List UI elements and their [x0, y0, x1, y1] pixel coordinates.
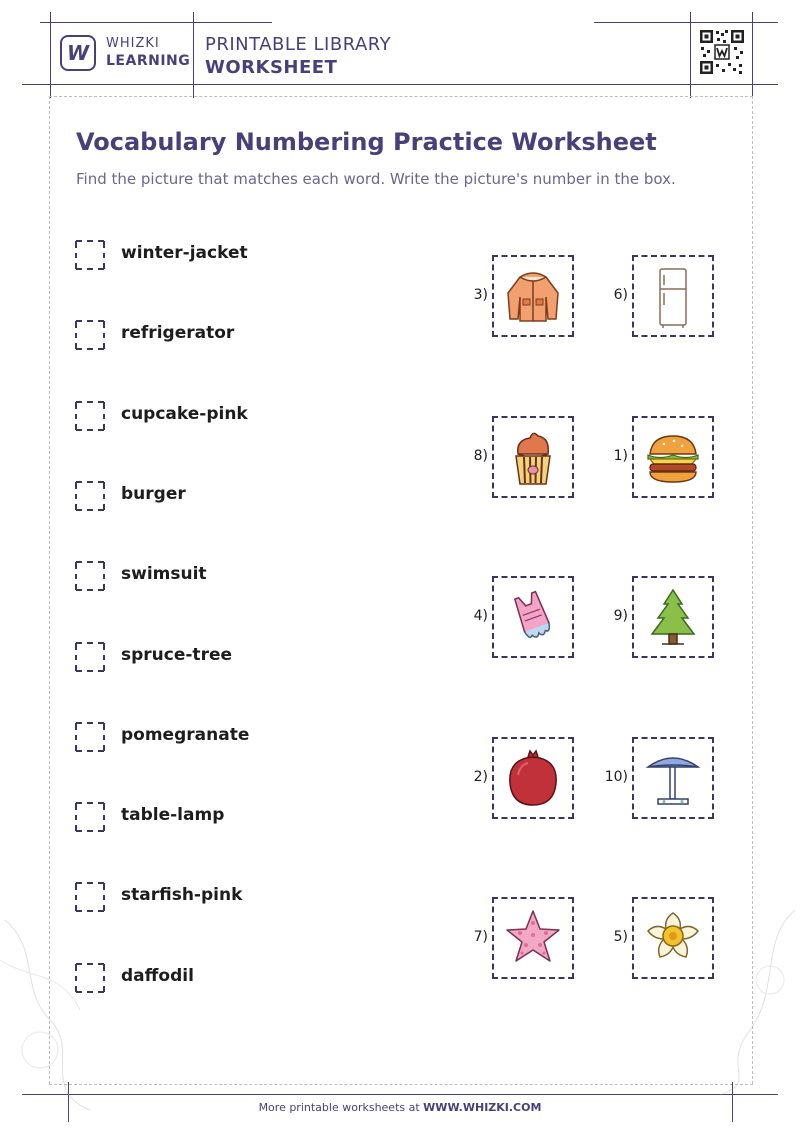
- picture-number: 4): [473, 608, 488, 624]
- picture-box: [492, 737, 574, 819]
- answer-box[interactable]: [75, 642, 105, 672]
- starfish-icon: [500, 905, 566, 971]
- picture-box: [492, 897, 574, 979]
- picture-box: [492, 416, 574, 498]
- page-title: Vocabulary Numbering Practice Worksheet: [76, 128, 657, 156]
- brand-name-line1: WHIZKI: [106, 36, 160, 51]
- word-label: swimsuit: [121, 564, 207, 585]
- page-frame-bottom: [49, 1084, 753, 1085]
- spruce-tree-icon: [640, 584, 706, 650]
- instructions: Find the picture that matches each word. Write the picture's number in the box.: [76, 170, 676, 188]
- header-line-bottom: [22, 84, 778, 85]
- picture-number: 1): [613, 447, 628, 464]
- answer-box[interactable]: [75, 240, 105, 270]
- picture-number: 7): [473, 929, 488, 945]
- picture-number: 8): [473, 447, 488, 464]
- picture-item: [434, 255, 574, 341]
- picture-item: [434, 737, 574, 823]
- picture-item: [574, 416, 714, 502]
- answer-box[interactable]: [75, 802, 105, 832]
- picture-item: [574, 255, 714, 341]
- picture-number: 3): [473, 287, 488, 303]
- word-label: starfish-pink: [121, 885, 243, 906]
- decorative-sketch-icon: [0, 900, 120, 1120]
- refrigerator-icon: [640, 263, 706, 329]
- picture-item: [434, 576, 574, 662]
- footer-line: [22, 1094, 778, 1095]
- picture-item: [574, 737, 714, 823]
- brand-name-line2: LEARNING: [106, 53, 191, 69]
- qr-code-icon: [698, 28, 746, 76]
- answer-box[interactable]: [75, 882, 105, 912]
- footer-site-link[interactable]: WWW.WHIZKI.COM: [423, 1101, 542, 1114]
- word-label: burger: [121, 483, 186, 504]
- word-label: winter-jacket: [121, 243, 248, 263]
- pomegranate-icon: [500, 745, 566, 811]
- burger-icon: [640, 424, 706, 490]
- cupcake-icon: [500, 424, 566, 490]
- answer-box[interactable]: [75, 963, 105, 993]
- winter-jacket-icon: [500, 263, 566, 329]
- page-frame-top: [49, 96, 753, 97]
- picture-box: [632, 576, 714, 658]
- picture-number: 5): [613, 929, 628, 945]
- picture-box: [632, 255, 714, 337]
- picture-number: 9): [613, 608, 628, 624]
- word-label: daffodil: [121, 965, 194, 986]
- answer-box[interactable]: [75, 561, 105, 591]
- answer-box[interactable]: [75, 401, 105, 431]
- picture-number: 2): [473, 768, 488, 785]
- word-label: cupcake-pink: [121, 403, 248, 424]
- picture-item: [434, 416, 574, 502]
- picture-box: [492, 255, 574, 337]
- picture-box: [632, 737, 714, 819]
- word-label: pomegranate: [121, 724, 250, 745]
- picture-box: [492, 576, 574, 658]
- logo-letter: W: [66, 41, 90, 65]
- answer-box[interactable]: [75, 320, 105, 350]
- header-line-far-right: [752, 12, 753, 98]
- header-worksheet-label: WORKSHEET: [205, 57, 338, 78]
- picture-item: [574, 576, 714, 662]
- header-line-top-right: [594, 22, 778, 23]
- daffodil-icon: [640, 905, 706, 971]
- swimsuit-icon: [500, 584, 566, 650]
- decorative-sketch-icon: [700, 900, 800, 1100]
- picture-number: 6): [613, 287, 628, 303]
- header-line-left: [50, 12, 51, 98]
- whizki-logo: [60, 35, 96, 71]
- picture-item: [574, 897, 714, 983]
- footer-prefix: More printable worksheets at: [258, 1101, 420, 1114]
- word-label: table-lamp: [121, 805, 225, 826]
- header-line-right: [690, 12, 691, 98]
- picture-box: [632, 897, 714, 979]
- picture-item: [434, 897, 574, 983]
- answer-box[interactable]: [75, 481, 105, 511]
- header-line-divider: [193, 12, 194, 98]
- answer-box[interactable]: [75, 722, 105, 752]
- word-label: refrigerator: [121, 323, 235, 344]
- word-label: spruce-tree: [121, 644, 233, 665]
- header-line-top-left: [40, 22, 272, 23]
- picture-number: 10): [604, 768, 628, 785]
- footer: [0, 1101, 800, 1114]
- table-lamp-icon: [640, 745, 706, 811]
- picture-box: [632, 416, 714, 498]
- header-library-label: PRINTABLE LIBRARY: [205, 34, 392, 55]
